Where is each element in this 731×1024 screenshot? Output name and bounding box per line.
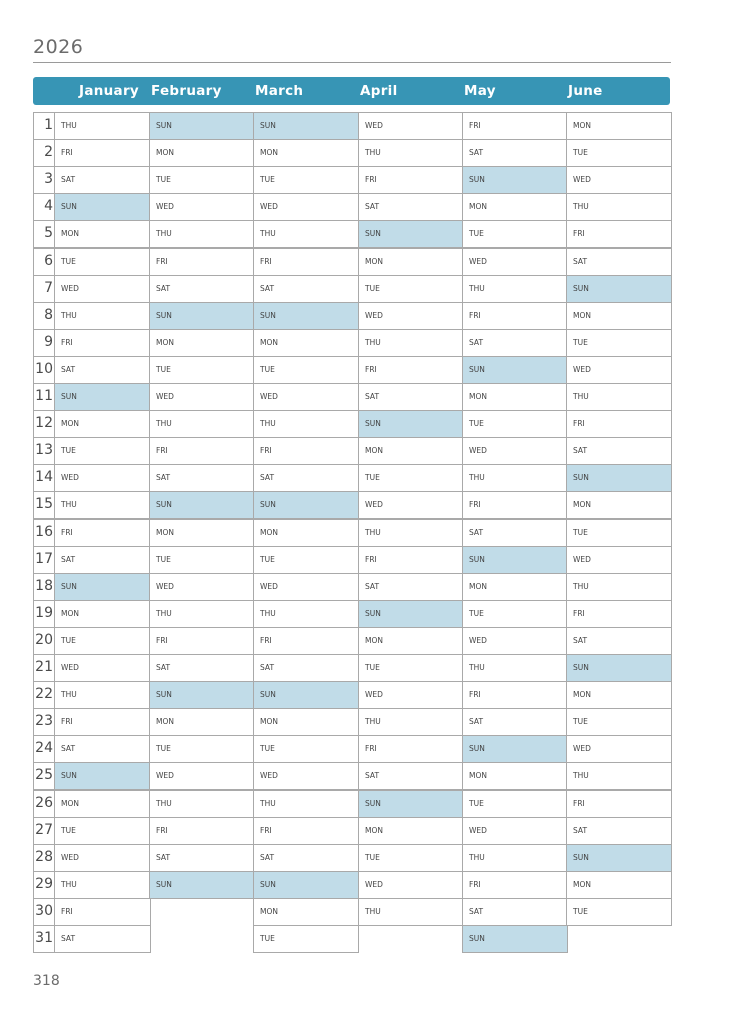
day-cell-april[interactable]: TUE [358,844,464,872]
day-cell-may[interactable]: MON [462,383,568,411]
day-cell-february[interactable]: WED [149,573,255,601]
day-cell-january[interactable]: FRI [54,708,151,736]
day-cell-march[interactable]: TUE [253,166,359,194]
day-cell-january[interactable]: MON [54,410,151,438]
day-cell-february[interactable]: FRI [149,437,255,465]
day-cell-january[interactable]: TUE [54,817,151,845]
day-cell-january[interactable]: SAT [54,356,151,384]
day-cell-january[interactable]: SUN [54,762,151,790]
day-cell-january[interactable]: THU [54,112,151,140]
day-number: 13 [35,442,53,459]
day-number: 1 [44,117,53,133]
title-divider [33,62,671,63]
page-number: 318 [33,973,60,989]
day-number: 5 [44,225,53,242]
day-cell-april[interactable]: WED [358,112,464,140]
month-name-january: January [79,83,140,99]
day-cell-march[interactable]: SAT [253,654,359,682]
day-cell-june[interactable]: SUN [566,464,672,492]
day-cell-may[interactable]: SUN [462,735,568,763]
day-cell-april[interactable]: SAT [358,573,464,601]
day-cell-march[interactable]: MON [253,519,359,547]
day-number: 7 [44,279,53,296]
day-cell-february[interactable]: MON [149,139,255,167]
day-cell-april[interactable]: TUE [358,275,464,303]
day-cell-february[interactable]: FRI [149,627,255,655]
day-cell-june[interactable]: THU [566,193,672,221]
day-cell-june[interactable]: TUE [566,329,672,357]
day-cell-march[interactable]: THU [253,600,359,628]
day-number: 28 [35,848,53,865]
day-cell-february[interactable]: THU [149,410,255,438]
day-cell-march[interactable]: MON [253,898,359,926]
day-cell-march[interactable]: WED [253,573,359,601]
day-cell-march[interactable]: SUN [253,302,359,330]
day-cell-january[interactable]: THU [54,681,151,709]
day-cell-june[interactable]: TUE [566,898,672,926]
day-cell-february[interactable]: SUN [149,491,255,519]
day-cell-january[interactable]: WED [54,844,151,872]
day-cell-may[interactable]: SAT [462,898,568,926]
day-number: 3 [44,171,53,188]
day-cell-april[interactable]: SUN [358,790,464,818]
day-cell-january[interactable]: FRI [54,329,151,357]
day-cell-april[interactable]: SAT [358,193,464,221]
day-cell-april[interactable]: WED [358,491,464,519]
day-cell-march[interactable]: THU [253,220,359,248]
day-cell-april[interactable]: THU [358,898,464,926]
day-cell-april[interactable]: SAT [358,762,464,790]
day-cell-february[interactable]: TUE [149,546,255,574]
day-cell-may[interactable]: FRI [462,681,568,709]
day-cell-april[interactable]: THU [358,519,464,547]
month-name-march: March [255,83,304,99]
day-number: 17 [35,550,53,567]
day-cell-june[interactable]: SAT [566,437,672,465]
day-number: 29 [35,875,53,892]
day-cell-april[interactable]: FRI [358,356,464,384]
day-cell-may[interactable]: SUN [462,166,568,194]
day-cell-january[interactable]: THU [54,491,151,519]
day-cell-may[interactable]: TUE [462,220,568,248]
day-cell-may[interactable]: WED [462,437,568,465]
day-cell-january[interactable]: TUE [54,627,151,655]
day-cell-june[interactable]: MON [566,112,672,140]
day-cell-april[interactable]: SUN [358,220,464,248]
day-cell-january[interactable]: FRI [54,898,151,926]
day-cell-march[interactable]: TUE [253,735,359,763]
day-number: 18 [35,577,53,594]
day-cell-june[interactable]: SAT [566,817,672,845]
day-cell-april[interactable]: MON [358,627,464,655]
day-cell-january[interactable]: WED [54,464,151,492]
day-cell-may[interactable]: THU [462,844,568,872]
day-number: 15 [35,496,53,513]
day-cell-may[interactable]: FRI [462,112,568,140]
day-cell-april[interactable]: FRI [358,166,464,194]
day-cell-january[interactable]: SUN [54,193,151,221]
day-number: 2 [44,144,53,161]
day-cell-january[interactable]: WED [54,654,151,682]
day-cell-june[interactable]: SUN [566,844,672,872]
day-cell-february[interactable]: SAT [149,654,255,682]
day-cell-february[interactable]: SAT [149,275,255,303]
day-cell-may[interactable]: TUE [462,410,568,438]
day-number: 30 [35,902,53,919]
day-cell-april[interactable]: WED [358,871,464,899]
day-cell-march[interactable]: MON [253,708,359,736]
day-number: 24 [35,740,53,757]
day-cell-february[interactable]: THU [149,220,255,248]
day-cell-january[interactable]: MON [54,600,151,628]
day-cell-january[interactable]: THU [54,302,151,330]
page-title: 2026 [33,36,84,58]
day-number: 4 [44,198,53,215]
day-cell-april[interactable]: FRI [358,735,464,763]
day-cell-june[interactable]: THU [566,383,672,411]
day-number: 9 [44,333,53,350]
day-cell-may[interactable]: SAT [462,329,568,357]
day-cell-march[interactable]: FRI [253,817,359,845]
day-cell-june[interactable]: THU [566,762,672,790]
day-cell-march[interactable]: SUN [253,491,359,519]
day-cell-march[interactable]: SAT [253,464,359,492]
day-number: 12 [35,415,53,432]
day-cell-may[interactable]: THU [462,275,568,303]
day-cell-february[interactable]: MON [149,519,255,547]
day-cell-january[interactable]: SUN [54,573,151,601]
day-cell-february[interactable]: TUE [149,356,255,384]
day-cell-february[interactable]: WED [149,762,255,790]
day-cell-february[interactable]: MON [149,708,255,736]
day-cell-april[interactable]: MON [358,248,464,276]
day-number: 8 [44,306,53,323]
day-number: 22 [35,686,53,703]
day-number: 27 [35,821,53,838]
day-cell-may[interactable]: TUE [462,790,568,818]
day-cell-january[interactable]: SUN [54,383,151,411]
day-cell-april[interactable]: TUE [358,464,464,492]
day-cell-june[interactable]: FRI [566,600,672,628]
day-cell-march[interactable]: TUE [253,356,359,384]
day-cell-may[interactable]: MON [462,762,568,790]
day-cell-february[interactable]: SUN [149,302,255,330]
day-cell-june[interactable]: MON [566,302,672,330]
day-number: 25 [35,767,53,784]
day-number: 10 [35,360,53,377]
day-cell-march[interactable]: SAT [253,844,359,872]
day-cell-february[interactable]: SUN [149,871,255,899]
day-cell-june[interactable]: TUE [566,708,672,736]
day-cell-march[interactable]: FRI [253,627,359,655]
day-cell-march[interactable]: MON [253,329,359,357]
day-number: 6 [44,252,53,269]
day-cell-february[interactable]: MON [149,329,255,357]
day-cell-june[interactable]: SUN [566,275,672,303]
day-cell-january[interactable]: MON [54,220,151,248]
day-cell-march[interactable]: FRI [253,437,359,465]
day-number: 31 [35,930,53,946]
day-cell-may[interactable]: MON [462,193,568,221]
day-cell-may[interactable]: SAT [462,708,568,736]
day-cell-march[interactable]: THU [253,790,359,818]
day-cell-march[interactable]: SUN [253,681,359,709]
day-cell-january[interactable]: MON [54,790,151,818]
day-cell-june[interactable]: TUE [566,519,672,547]
month-name-april: April [360,83,398,99]
day-cell-april[interactable]: SUN [358,410,464,438]
month-name-may: May [464,83,496,99]
day-cell-may[interactable]: FRI [462,871,568,899]
day-cell-june[interactable]: WED [566,166,672,194]
day-cell-march[interactable]: SAT [253,275,359,303]
day-cell-february[interactable]: THU [149,790,255,818]
day-cell-february[interactable]: TUE [149,166,255,194]
day-cell-january[interactable]: SAT [54,925,151,953]
day-cell-february[interactable]: THU [149,600,255,628]
day-number: 23 [35,713,53,730]
day-cell-january[interactable]: WED [54,275,151,303]
day-cell-may[interactable]: SUN [462,925,568,953]
day-cell-january[interactable]: SAT [54,546,151,574]
day-cell-february[interactable]: SAT [149,464,255,492]
day-cell-february[interactable]: WED [149,193,255,221]
day-cell-april[interactable]: SUN [358,600,464,628]
day-cell-may[interactable]: TUE [462,600,568,628]
day-cell-may[interactable]: WED [462,817,568,845]
day-cell-january[interactable]: FRI [54,519,151,547]
day-cell-june[interactable]: SUN [566,654,672,682]
day-cell-february[interactable]: FRI [149,817,255,845]
day-cell-june[interactable]: FRI [566,790,672,818]
day-cell-june[interactable]: SAT [566,248,672,276]
day-number: 11 [35,388,53,404]
month-name-june: June [568,83,603,99]
day-cell-june[interactable]: FRI [566,410,672,438]
day-number: 14 [35,469,53,486]
day-cell-february[interactable]: SUN [149,681,255,709]
day-cell-april[interactable]: MON [358,437,464,465]
month-header-bar [33,77,670,105]
day-cell-may[interactable]: THU [462,464,568,492]
day-cell-april[interactable]: THU [358,329,464,357]
day-cell-march[interactable]: THU [253,410,359,438]
day-cell-april[interactable]: TUE [358,654,464,682]
day-cell-june[interactable]: THU [566,573,672,601]
day-cell-january[interactable]: TUE [54,248,151,276]
day-cell-june[interactable]: TUE [566,139,672,167]
day-cell-january[interactable]: THU [54,871,151,899]
day-cell-april[interactable]: WED [358,681,464,709]
day-cell-february[interactable]: TUE [149,735,255,763]
day-number: 26 [35,794,53,811]
day-number: 16 [35,523,53,540]
day-cell-june[interactable]: MON [566,871,672,899]
day-cell-may[interactable]: FRI [462,491,568,519]
day-cell-january[interactable]: FRI [54,139,151,167]
day-cell-june[interactable]: WED [566,735,672,763]
day-number: 19 [35,604,53,621]
day-cell-april[interactable]: THU [358,139,464,167]
day-cell-may[interactable]: SAT [462,519,568,547]
day-cell-june[interactable]: SAT [566,627,672,655]
day-cell-june[interactable]: FRI [566,220,672,248]
day-cell-may[interactable]: WED [462,248,568,276]
day-cell-june[interactable]: MON [566,681,672,709]
day-cell-april[interactable]: WED [358,302,464,330]
day-number: 20 [35,631,53,648]
day-cell-march[interactable]: WED [253,383,359,411]
day-cell-april[interactable]: THU [358,708,464,736]
day-cell-may[interactable]: SUN [462,356,568,384]
day-cell-march[interactable]: WED [253,193,359,221]
day-cell-march[interactable]: SUN [253,112,359,140]
day-cell-january[interactable]: SAT [54,166,151,194]
day-cell-may[interactable]: SUN [462,546,568,574]
day-cell-february[interactable]: WED [149,383,255,411]
day-cell-march[interactable]: MON [253,139,359,167]
day-cell-march[interactable]: WED [253,762,359,790]
month-name-february: February [151,83,222,99]
day-cell-february[interactable]: SAT [149,844,255,872]
day-cell-january[interactable]: SAT [54,735,151,763]
day-cell-april[interactable]: SAT [358,383,464,411]
day-cell-march[interactable]: TUE [253,546,359,574]
day-cell-may[interactable]: MON [462,573,568,601]
day-cell-june[interactable]: WED [566,546,672,574]
day-cell-april[interactable]: FRI [358,546,464,574]
day-number: 21 [35,659,53,675]
day-cell-march[interactable]: TUE [253,925,359,953]
day-cell-january[interactable]: TUE [54,437,151,465]
day-cell-february[interactable]: FRI [149,248,255,276]
day-cell-march[interactable]: FRI [253,248,359,276]
day-cell-february[interactable]: SUN [149,112,255,140]
day-cell-april[interactable]: MON [358,817,464,845]
day-cell-may[interactable]: THU [462,654,568,682]
day-cell-may[interactable]: FRI [462,302,568,330]
day-cell-june[interactable]: WED [566,356,672,384]
day-cell-may[interactable]: SAT [462,139,568,167]
day-cell-june[interactable]: MON [566,491,672,519]
day-cell-may[interactable]: WED [462,627,568,655]
day-cell-march[interactable]: SUN [253,871,359,899]
